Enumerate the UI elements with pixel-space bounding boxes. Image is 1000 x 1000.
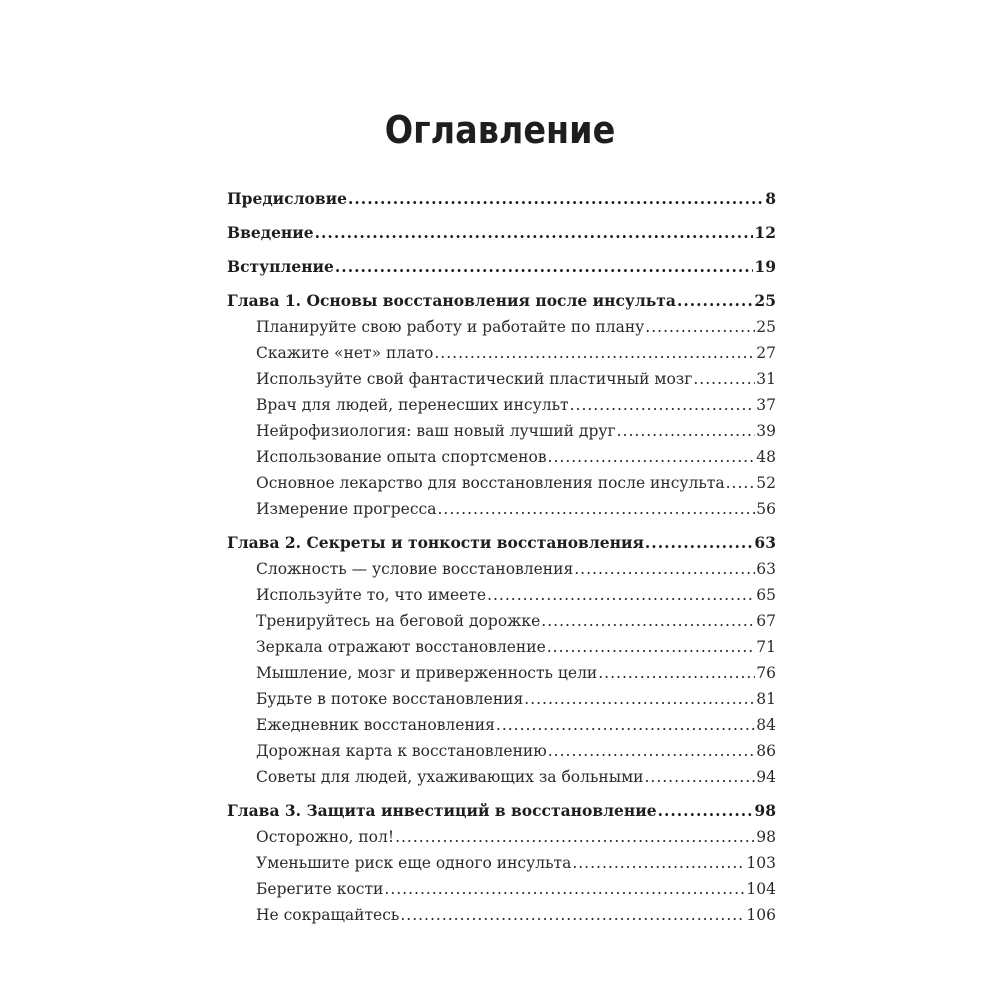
dot-leader xyxy=(434,340,755,366)
dot-leader xyxy=(524,686,755,712)
toc-page-number: 76 xyxy=(756,664,776,682)
toc-section-entry xyxy=(227,444,776,470)
toc-entry-title: Основное лекарство для восстановления после инсульта xyxy=(256,474,725,492)
toc-page-number: 31 xyxy=(756,370,776,388)
toc-entry-title: Используйте свой фантастический пластичный мозг xyxy=(256,370,693,388)
toc-page-number: 25 xyxy=(756,318,776,336)
toc-entry-title: Глава 3. Защита инвестиций в восстановление xyxy=(227,801,657,820)
toc-section-entry xyxy=(227,824,776,850)
toc-page-number: 98 xyxy=(756,828,776,846)
toc-entry-title: Будьте в потоке восстановления xyxy=(256,690,524,708)
toc-section-entry xyxy=(227,470,776,496)
toc-section-entry xyxy=(227,738,776,764)
dot-leader xyxy=(726,470,756,496)
toc-entry-title: Зеркала отражают восстановление xyxy=(256,638,546,656)
toc-section-entry xyxy=(227,608,776,634)
dot-leader xyxy=(570,392,756,418)
toc-page-number: 103 xyxy=(746,854,776,872)
dot-leader xyxy=(384,876,745,902)
dot-leader xyxy=(548,444,756,470)
toc-entry-title: Врач для людей, перенесших инсульт xyxy=(256,396,569,414)
toc-section-entry xyxy=(227,902,776,928)
dot-leader xyxy=(541,608,755,634)
toc-section-entry xyxy=(227,764,776,790)
toc-entry-title: Измерение прогресса xyxy=(256,500,437,518)
toc-section-entry xyxy=(227,582,776,608)
toc-entry-title: Дорожная карта к восстановлению xyxy=(256,742,547,760)
dot-leader xyxy=(574,556,755,582)
toc-entry-title: Не сокращайтесь xyxy=(256,906,400,924)
dot-leader xyxy=(658,798,754,824)
dot-leader xyxy=(400,902,745,928)
toc-section-entry xyxy=(227,850,776,876)
dot-leader xyxy=(617,418,756,444)
toc-section-entry xyxy=(227,314,776,340)
toc-entry-title: Ежедневник восстановления xyxy=(256,716,495,734)
dot-leader xyxy=(315,220,754,246)
toc-page-number: 19 xyxy=(754,257,776,276)
toc-section-entry xyxy=(227,712,776,738)
dot-leader xyxy=(395,824,755,850)
dot-leader xyxy=(547,634,756,660)
toc-entry-title: Глава 1. Основы восстановления после инсульта xyxy=(227,291,676,310)
toc-entry-title: Осторожно, пол! xyxy=(256,828,395,846)
page-title: Оглавление xyxy=(384,108,616,152)
toc-page-number: 94 xyxy=(756,768,776,786)
toc-section-entry xyxy=(227,634,776,660)
toc-entry-title: Глава 2. Секреты и тонкости восстановления xyxy=(227,533,644,552)
toc-section-entry xyxy=(227,876,776,902)
toc-entry-title: Нейрофизиология: ваш новый лучший друг xyxy=(256,422,616,440)
toc-page-number: 39 xyxy=(756,422,776,440)
toc-entry-title: Мышление, мозг и приверженность цели xyxy=(256,664,598,682)
toc-section-entry xyxy=(227,686,776,712)
toc-page-number: 65 xyxy=(756,586,776,604)
dot-leader xyxy=(548,738,756,764)
toc-entry-title: Уменьшите риск еще одного инсульта xyxy=(256,854,572,872)
toc-entry-title: Сложность — условие восстановления xyxy=(256,560,574,578)
toc-chapter-entry xyxy=(227,220,776,246)
toc-section-entry xyxy=(227,366,776,392)
dot-leader xyxy=(645,530,754,556)
dot-leader xyxy=(496,712,755,738)
toc-page-number: 27 xyxy=(756,344,776,362)
toc-page-number: 98 xyxy=(754,801,776,820)
dot-leader xyxy=(437,496,755,522)
dot-leader xyxy=(598,660,755,686)
toc-page-number: 12 xyxy=(754,223,776,242)
toc-section-entry xyxy=(227,556,776,582)
toc-page-number: 25 xyxy=(754,291,776,310)
dot-leader xyxy=(677,288,753,314)
toc-section-entry xyxy=(227,660,776,686)
toc-page-number: 86 xyxy=(756,742,776,760)
toc-section-entry xyxy=(227,340,776,366)
dot-leader xyxy=(644,764,755,790)
toc-entry-title: Использование опыта спортсменов xyxy=(256,448,547,466)
toc-entry-title: Советы для людей, ухаживающих за больными xyxy=(256,768,644,786)
toc-section-entry xyxy=(227,418,776,444)
toc-entry-title: Тренируйтесь на беговой дорожке xyxy=(256,612,541,630)
toc-section-entry xyxy=(227,392,776,418)
dot-leader xyxy=(487,582,755,608)
toc-entry-title: Вступление xyxy=(227,257,334,276)
toc-entry-title: Планируйте свою работу и работайте по плану xyxy=(256,318,645,336)
toc-entry-title: Берегите кости xyxy=(256,880,384,898)
toc-entry-title: Предисловие xyxy=(227,189,347,208)
dot-leader xyxy=(693,366,755,392)
toc-section-entry xyxy=(227,496,776,522)
toc-page-number: 52 xyxy=(756,474,776,492)
table-of-contents xyxy=(227,186,776,928)
toc-chapter-entry xyxy=(227,186,776,212)
dot-leader xyxy=(572,850,745,876)
toc-page-number: 106 xyxy=(746,906,776,924)
toc-entry-title: Введение xyxy=(227,223,314,242)
toc-page-number: 104 xyxy=(746,880,776,898)
toc-page-number: 84 xyxy=(756,716,776,734)
toc-entry-title: Используйте то, что имеете xyxy=(256,586,487,604)
toc-chapter-entry xyxy=(227,530,776,556)
toc-entry-title: Скажите «нет» плато xyxy=(256,344,434,362)
toc-page-number: 56 xyxy=(756,500,776,518)
dot-leader xyxy=(348,186,764,212)
toc-chapter-entry xyxy=(227,288,776,314)
dot-leader xyxy=(335,254,754,280)
toc-page-number: 71 xyxy=(756,638,776,656)
toc-chapter-entry xyxy=(227,254,776,280)
toc-chapter-entry xyxy=(227,798,776,824)
toc-page-number: 63 xyxy=(756,560,776,578)
toc-page-number: 63 xyxy=(754,533,776,552)
toc-page-number: 48 xyxy=(756,448,776,466)
toc-page-number: 8 xyxy=(765,189,776,208)
toc-page-number: 37 xyxy=(756,396,776,414)
toc-page-number: 81 xyxy=(756,690,776,708)
toc-page-number: 67 xyxy=(756,612,776,630)
dot-leader xyxy=(645,314,755,340)
